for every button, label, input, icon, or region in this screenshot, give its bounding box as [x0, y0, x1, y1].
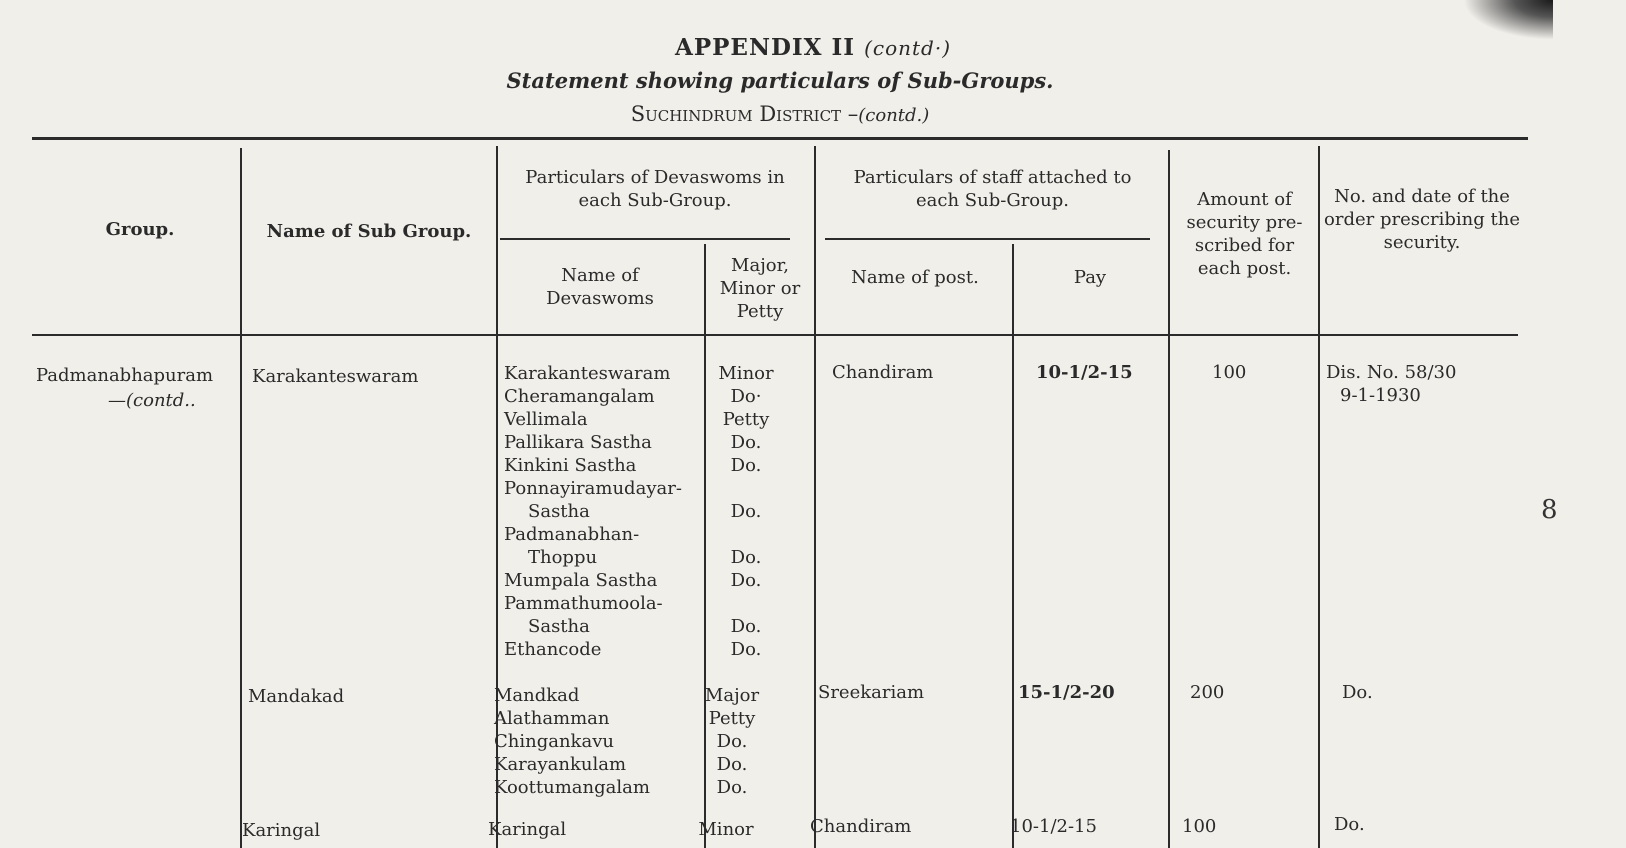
- post-name: Chandiram: [832, 362, 934, 383]
- group-suffix: —(contd..: [108, 390, 196, 411]
- pay-scale: 10-1/2-15: [1036, 362, 1133, 383]
- subgroup-name: Karakanteswaram: [252, 366, 419, 387]
- district-name: Suchindrum District –: [630, 102, 859, 126]
- header-devaswoms-particulars: Particulars of Devaswoms in each Sub-Group.: [525, 167, 785, 211]
- devaswom-class: Do.: [730, 501, 762, 522]
- devaswom-class: Petty: [708, 708, 756, 729]
- header-pay: Pay: [1073, 267, 1107, 288]
- order-number: [1326, 362, 1516, 383]
- devaswom-name: Koottumangalam: [494, 777, 650, 798]
- devaswom-class: [708, 592, 784, 615]
- header-order: No. and date of the order prescribing the security.: [1324, 186, 1520, 253]
- appendix-title: [0, 34, 1626, 61]
- devaswom-name: Karakanteswaram: [504, 363, 671, 384]
- column-divider: [814, 146, 816, 848]
- devaswom-name: Karingal: [488, 819, 567, 840]
- devaswom-name: Ponnayiramudayar-: [504, 478, 682, 499]
- devaswom-class: [708, 477, 784, 500]
- header-security: Amount of security pre-scribed for each post.: [1186, 189, 1303, 279]
- devaswom-name: Kinkini Sastha: [504, 455, 637, 476]
- order-number-text: Dis. No. 58/30: [1326, 362, 1457, 383]
- devaswom-class: Minor: [718, 363, 774, 384]
- pay-scale: 15-1/2-20: [1018, 682, 1115, 703]
- devaswom-name: Ethancode: [504, 639, 602, 660]
- devaswom-list: [504, 362, 682, 661]
- devaswom-list: [494, 684, 650, 799]
- post-name: Chandiram: [810, 816, 912, 837]
- devaswom-class: Do.: [730, 455, 762, 476]
- devaswom-class: Do.: [730, 432, 762, 453]
- group-name: Padmanabhapuram: [36, 365, 214, 386]
- order-date: 9-1-1930: [1340, 385, 1421, 406]
- devaswom-name: Sastha: [528, 501, 590, 522]
- devaswom-name: Mumpala Sastha: [504, 570, 658, 591]
- devaswom-class: Major: [704, 685, 760, 706]
- devaswom-name: Karayankulam: [494, 754, 627, 775]
- subgroup-name: Mandakad: [248, 686, 345, 707]
- devaswom-class: Do.: [730, 547, 762, 568]
- devaswom-class: Do·: [730, 386, 762, 407]
- header-devaswom-name: Name of Devaswoms: [546, 265, 654, 309]
- devaswom-name: Mandkad: [494, 685, 580, 706]
- post-name: Sreekariam: [818, 682, 925, 703]
- header-staff-particulars: Particulars of staff attached to each Sub-Group.: [853, 167, 1132, 211]
- devaswom-name: Sastha: [528, 616, 590, 637]
- devaswom-name: Vellimala: [504, 409, 588, 430]
- devaswom-class: Do.: [716, 777, 748, 798]
- devaswom-subheader-rule: [500, 238, 790, 240]
- devaswom-name: Thoppu: [528, 547, 598, 568]
- devaswom-class-list: [694, 684, 770, 799]
- staff-subheader-rule: [825, 238, 1150, 240]
- statement-subtitle: Statement showing particulars of Sub-Groups.: [506, 68, 1054, 93]
- devaswom-class: Do.: [716, 754, 748, 775]
- column-divider: [1168, 150, 1170, 848]
- district-suffix: (contd.): [858, 105, 930, 126]
- devaswom-name: Padmanabhan-: [504, 524, 640, 545]
- devaswom-class: Do.: [716, 731, 748, 752]
- order-number: Do.: [1342, 682, 1373, 703]
- devaswom-name: Pammathumoola-: [504, 593, 663, 614]
- column-divider: [1012, 244, 1014, 848]
- devaswom-name: Alathamman: [494, 708, 610, 729]
- devaswom-class: Do.: [730, 616, 762, 637]
- header-group: Group.: [105, 219, 175, 240]
- devaswom-list: [488, 818, 566, 841]
- devaswom-class-list: [708, 362, 784, 661]
- margin-page-number-fragment: 8: [1541, 495, 1558, 525]
- security-amount: 100: [1212, 362, 1247, 383]
- order-number: Do.: [1334, 814, 1365, 835]
- header-post-name: Name of post.: [851, 267, 979, 288]
- devaswom-class-list: [688, 818, 764, 841]
- subgroup-name: Karingal: [242, 820, 321, 841]
- devaswom-name: Chingankavu: [494, 731, 614, 752]
- devaswom-class: Do.: [730, 570, 762, 591]
- column-divider: [1318, 146, 1320, 848]
- security-amount: 200: [1190, 682, 1225, 703]
- appendix-title-suffix: (contd·): [864, 36, 952, 60]
- header-subgroup: Name of Sub Group.: [266, 221, 472, 242]
- devaswom-class: Do.: [730, 639, 762, 660]
- table-header-bottom-rule: [32, 334, 1518, 336]
- devaswom-class: Petty: [722, 409, 770, 430]
- header-devaswom-class: Major, Minor or Petty: [719, 255, 801, 322]
- pay-scale: 10-1/2-15: [1010, 816, 1097, 837]
- district-heading: [0, 102, 1560, 126]
- devaswom-name: Pallikara Sastha: [504, 432, 652, 453]
- devaswom-name: Cheramangalam: [504, 386, 655, 407]
- appendix-title-text: APPENDIX II: [674, 34, 856, 61]
- security-amount: 100: [1182, 816, 1217, 837]
- column-divider: [240, 148, 242, 848]
- table-top-rule: [32, 137, 1528, 140]
- devaswom-class: Minor: [698, 819, 754, 840]
- devaswom-class: [708, 523, 784, 546]
